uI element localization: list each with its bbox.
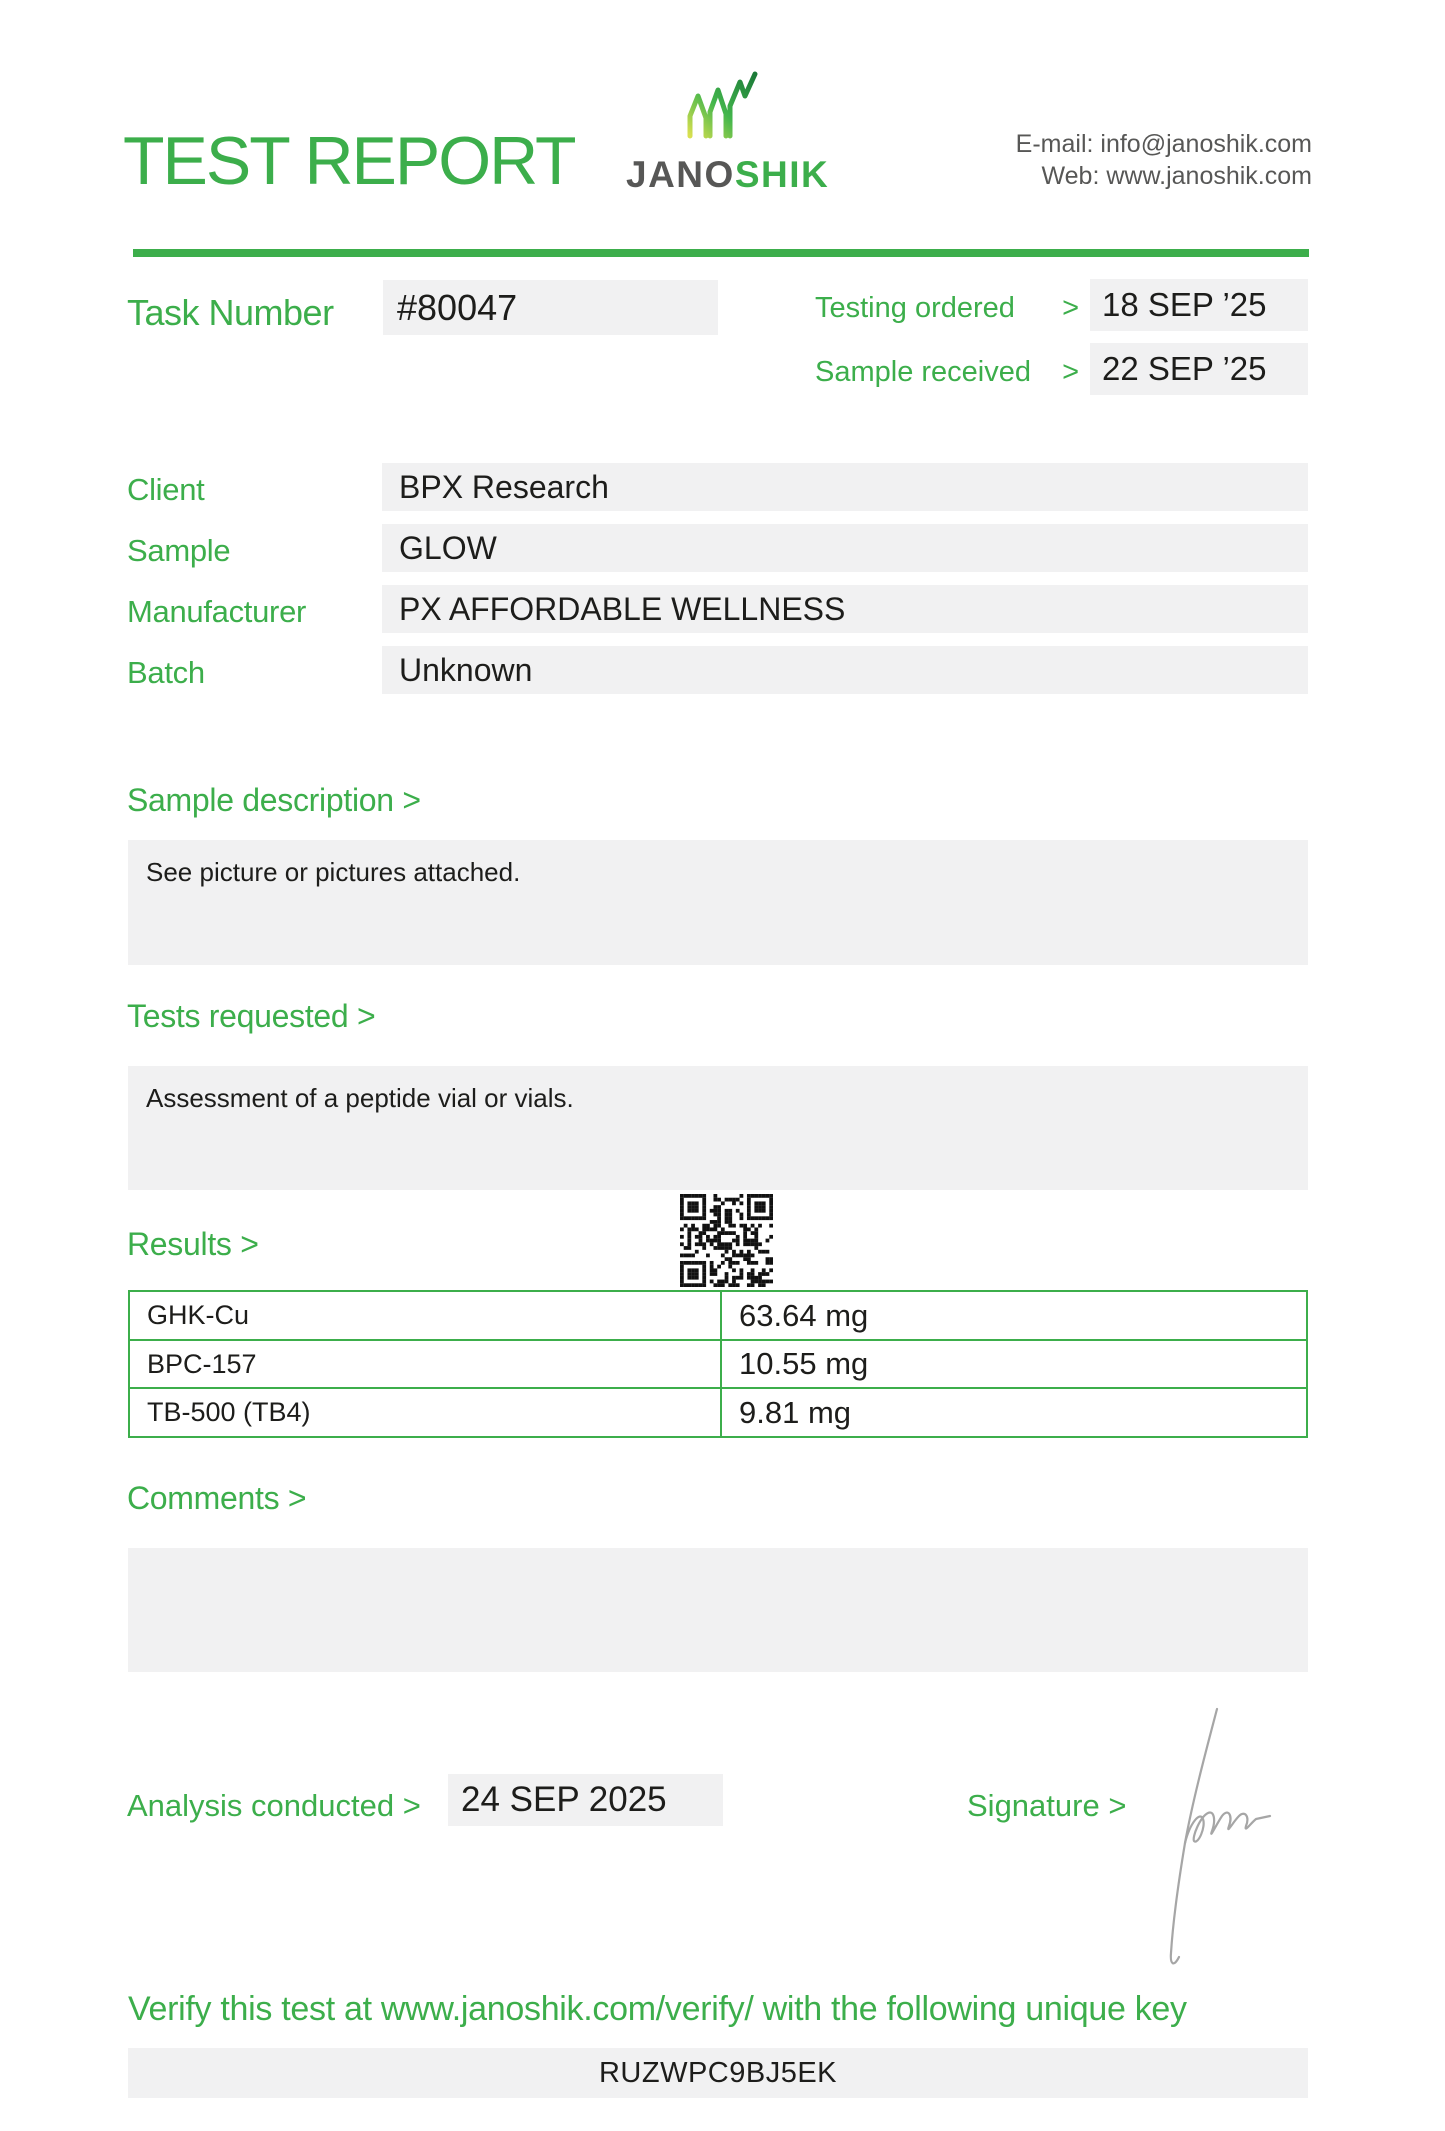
result-amount: 10.55 mg <box>739 1346 869 1381</box>
verify-instruction: Verify this test at www.janoshik.com/verify/ with the following unique key <box>128 1990 1187 2028</box>
result-row <box>128 1290 1308 1341</box>
client-label: Client <box>127 472 205 507</box>
result-amount: 9.81 mg <box>739 1394 852 1430</box>
testing-ordered-label <box>815 292 1079 325</box>
contact-web-line <box>1016 160 1312 192</box>
result-amount: 63.64 mg <box>739 1297 869 1333</box>
web-value: www.janoshik.com <box>1106 162 1312 190</box>
contact-email-line <box>1016 128 1312 160</box>
analysis-conducted-label: Analysis conducted > <box>127 1788 421 1823</box>
signature-scribble <box>1155 1695 1295 1967</box>
logo-wordmark <box>626 154 829 196</box>
arrow-glyph: > <box>1062 356 1079 388</box>
sample-received-date: 22 SEP ’25 <box>1090 343 1308 395</box>
sample-description-heading: Sample description > <box>127 782 421 818</box>
tests-requested-text: Assessment of a peptide vial or vials. <box>146 1083 574 1113</box>
page-title: TEST REPORT <box>123 123 575 199</box>
result-analyte: GHK-Cu <box>130 1292 722 1339</box>
web-label: Web: <box>1041 162 1100 190</box>
results-heading: Results > <box>127 1226 259 1262</box>
tests-requested-box <box>128 1066 1308 1190</box>
comments-heading: Comments > <box>127 1480 307 1516</box>
client-value: BPX Research <box>382 463 1308 511</box>
qr-code <box>680 1194 773 1287</box>
sample-received-text: Sample received <box>815 356 1031 388</box>
result-row <box>128 1387 1308 1438</box>
contact-info <box>1016 128 1312 192</box>
task-number-value: #80047 <box>383 280 718 335</box>
analysis-date: 24 SEP 2025 <box>448 1774 723 1826</box>
batch-label: Batch <box>127 655 205 690</box>
logo-text-primary: JANO <box>626 154 735 195</box>
batch-value: Unknown <box>382 646 1308 694</box>
testing-ordered-text: Testing ordered <box>815 292 1015 324</box>
sample-received-label <box>815 356 1079 389</box>
manufacturer-value: PX AFFORDABLE WELLNESS <box>382 585 1308 633</box>
email-label: E-mail: <box>1015 130 1094 158</box>
verify-key: RUZWPC9BJ5EK <box>128 2048 1308 2098</box>
sample-label: Sample <box>127 533 231 568</box>
manufacturer-label: Manufacturer <box>127 594 307 629</box>
email-value: info@janoshik.com <box>1100 130 1312 158</box>
tests-requested-heading: Tests requested > <box>127 998 376 1034</box>
sample-description-text: See picture or pictures attached. <box>146 857 521 887</box>
sample-description-box <box>128 840 1308 965</box>
comments-box <box>128 1548 1308 1672</box>
header-divider <box>133 249 1309 257</box>
result-analyte: TB-500 (TB4) <box>130 1389 722 1436</box>
arrow-glyph: > <box>1062 292 1079 324</box>
sample-value: GLOW <box>382 524 1308 572</box>
logo-text-accent: SHIK <box>734 154 830 195</box>
signature-label: Signature > <box>967 1788 1127 1823</box>
result-analyte: BPC-157 <box>130 1341 722 1388</box>
task-number-label: Task Number <box>127 292 334 333</box>
result-row <box>128 1339 1308 1390</box>
testing-ordered-date: 18 SEP ’25 <box>1090 279 1308 331</box>
chart-growth-icon <box>682 70 762 144</box>
